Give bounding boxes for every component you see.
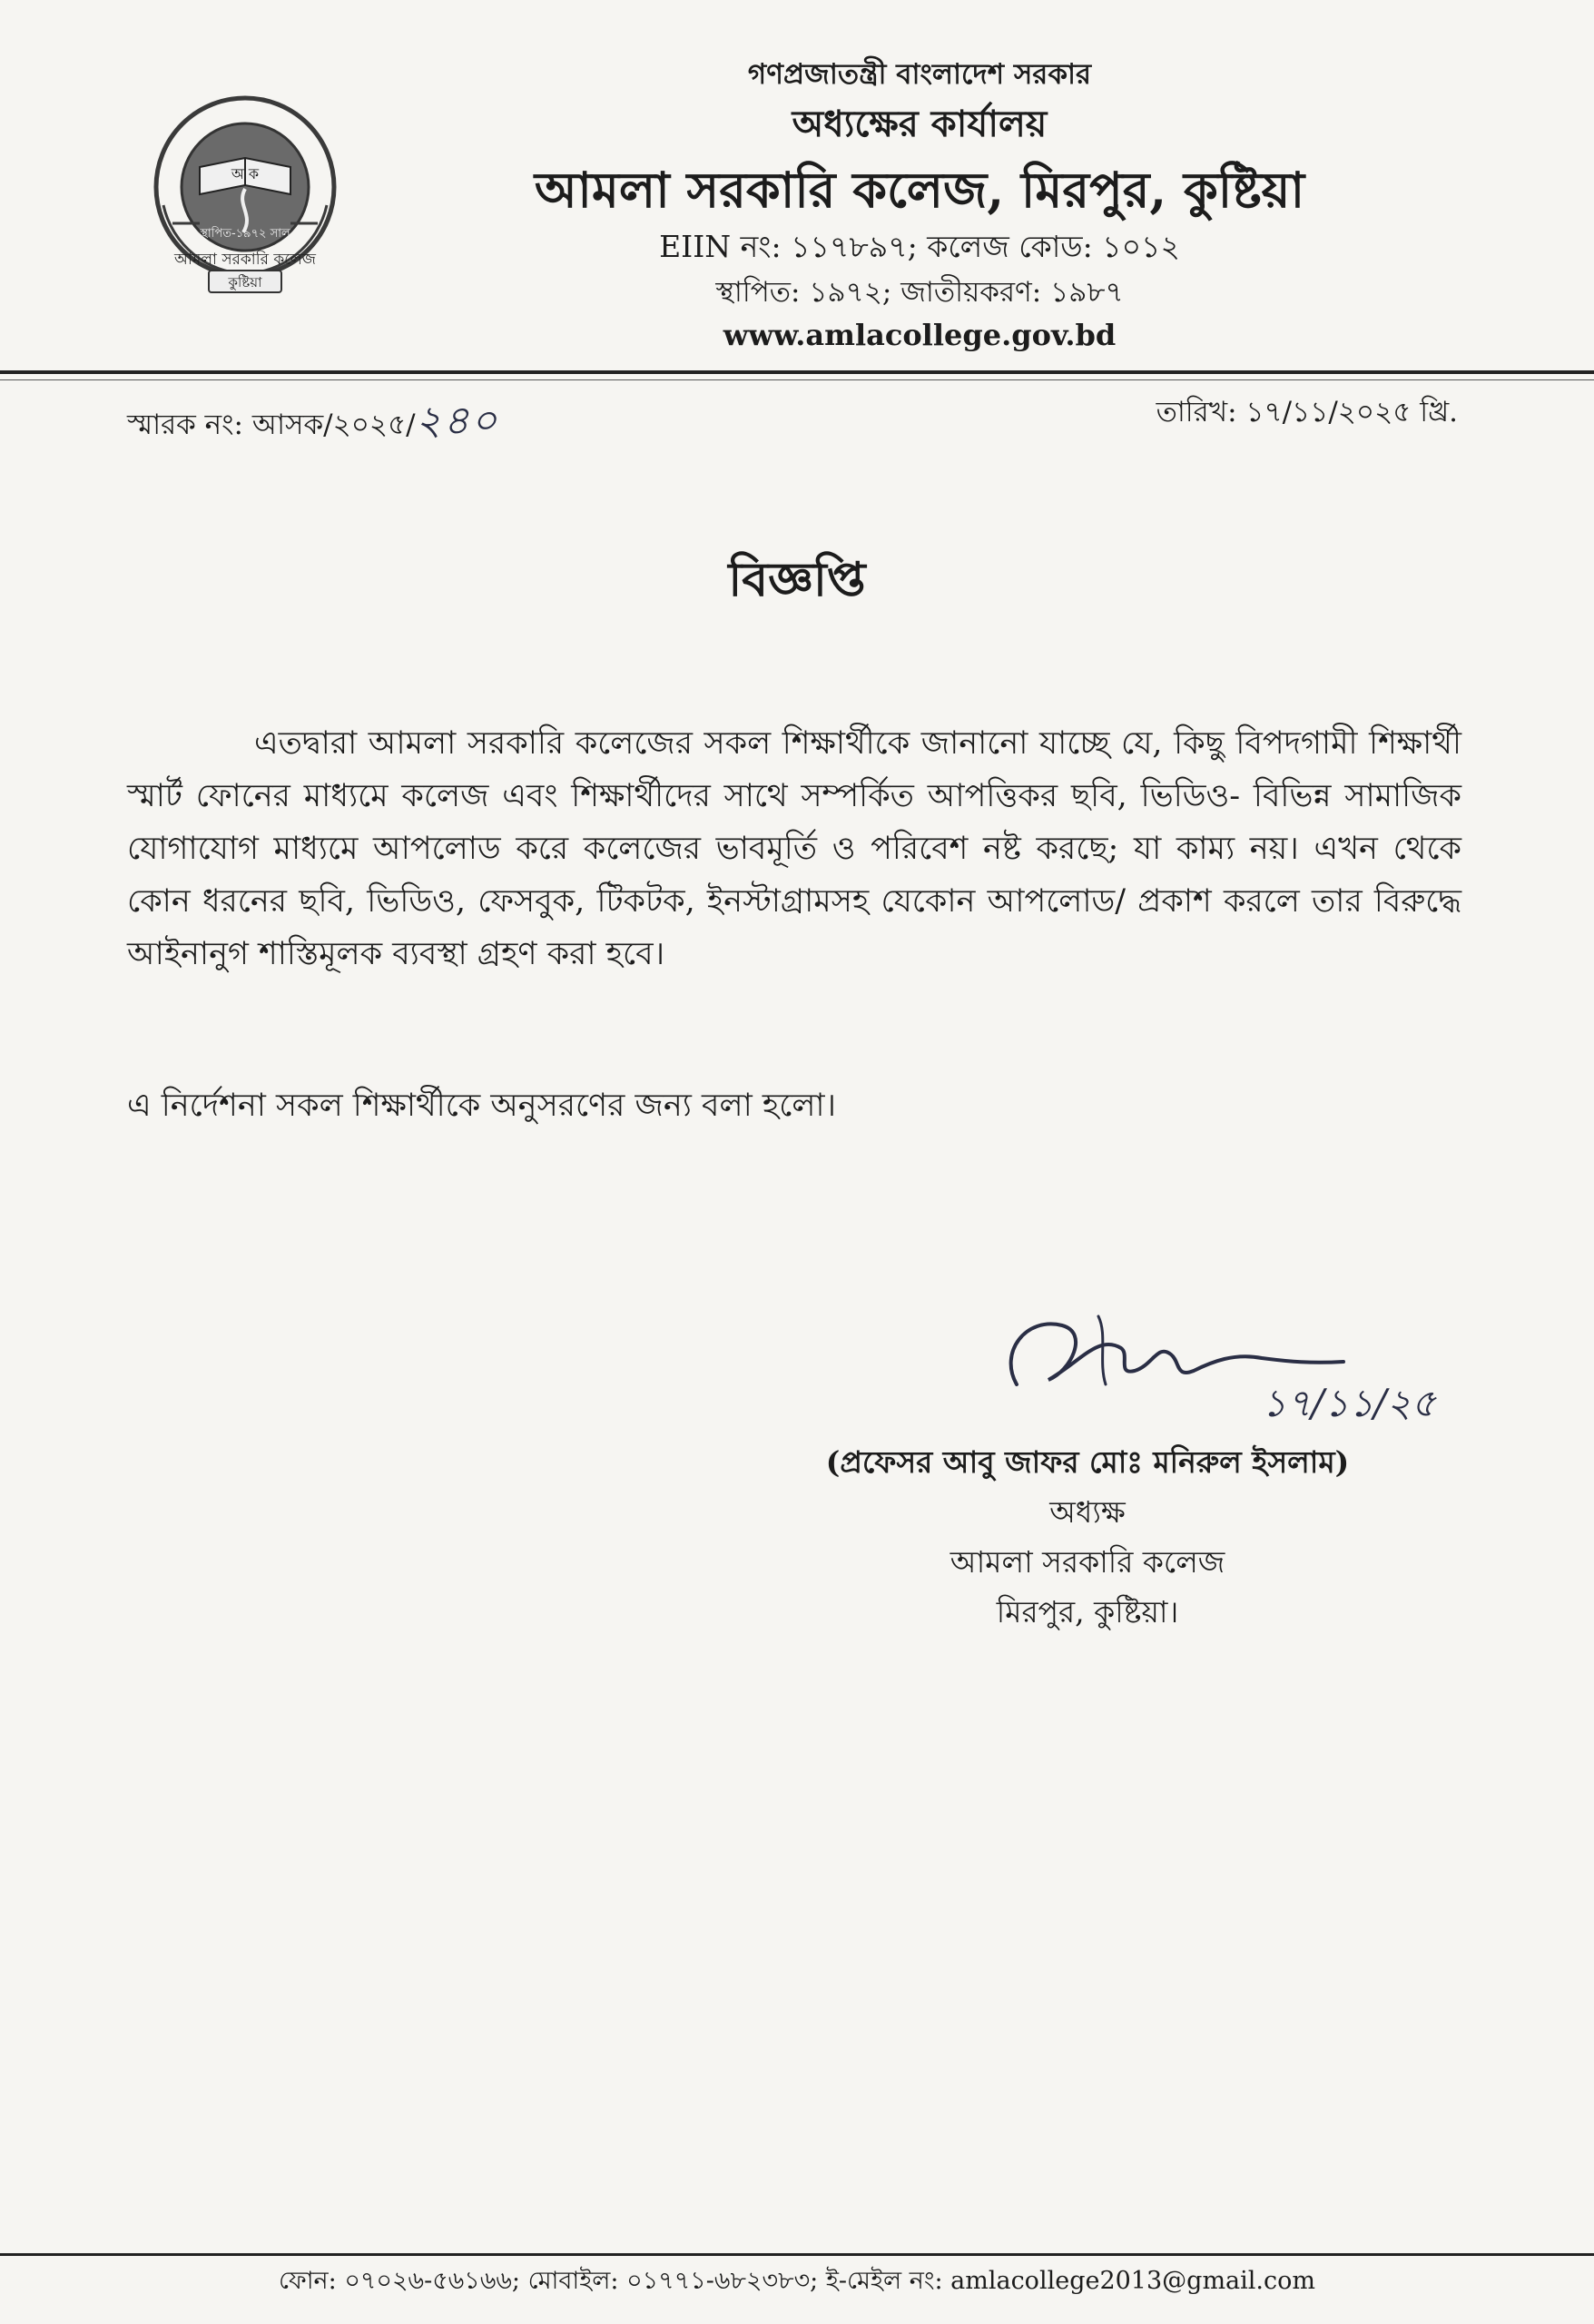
memo-label: স্মারক নং: আসক/২০২৫/ (127, 409, 416, 441)
letterhead-divider-thin (0, 379, 1594, 380)
footer-divider (0, 2253, 1594, 2256)
memo-handwritten-number: ২৪০ (415, 398, 499, 444)
logo-book-letters: অ ক (231, 165, 260, 182)
government-line: গণপ্রজাতন্ত্রী বাংলাদেশ সরকার (747, 58, 1092, 91)
notice-body-paragraph: এতদ্বারা আমলা সরকারি কলেজের সকল শিক্ষার্থীকে জানানো যাচ্ছে যে, কিছু বিপদগামী শিক্ষার্থী স্মার্ট ফোনের মাধ্যমে কলেজ এবং শিক্ষার্থীদের সাথে সম্পর্কিত আপত্তিকর ছবি, ভিডিও- বিভিন্ন সামাজিক যোগাযোগ মাধ্যমে আপলোড করে কলেজের ভাবমূর্তি ও পরিবেশ নষ্ট করছে; যা কাম্য নয়। এখন থেকে কোন ধরনের ছবি, ভিডিও, ফেসবুক, টিকটক, ইনস্টাগ্রামসহ যেকোন আপলোড/ প্রকাশ করলে তার বিরুদ্ধে আইনানুগ শাস্তিমূলক ব্যবস্থা গ্রহণ করা হবে। (127, 725, 1461, 972)
office-line: অধ্যক্ষের কার্যালয় (792, 103, 1048, 145)
signatory-title: অধ্যক্ষ (1049, 1494, 1126, 1530)
college-name: আমলা সরকারি কলেজ, মিরপুর, কুষ্টিয়া (534, 161, 1305, 219)
eiin-line: EIIN নং: ১১৭৮৯৭; কলেজ কোড: ১০১২ (659, 229, 1180, 264)
signature-date: ১৭/১১/২৫ (1262, 1381, 1436, 1425)
signatory-name: (প্রফেসর আবু জাফর মোঃ মনিরুল ইসলাম) (825, 1444, 1350, 1480)
signatory-place: মিরপুর, কুষ্টিয়া। (996, 1594, 1179, 1630)
notice-title: বিজ্ঞপ্তি (728, 552, 866, 607)
notice-instruction: এ নির্দেশনা সকল শিক্ষার্থীকে অনুসরণের জন্য বলা হলো। (127, 1088, 837, 1124)
principal-signature (962, 1298, 1471, 1434)
footer-contact: ফোন: ০৭০২৬-৫৬১৬৬; মোবাইল: ০১৭৭১-৬৮২৩৮৩; ই-মেইল নং: amlacollege2013@gmail.com (279, 2267, 1315, 2295)
logo-year-text: স্থাপিত-১৯৭২ সাল (200, 227, 290, 241)
logo-place-text: কুষ্টিয়া (228, 274, 262, 290)
signatory-college: আমলা সরকারি কলেজ (950, 1544, 1225, 1580)
memo-number (127, 390, 498, 457)
established-line: স্থাপিত: ১৯৭২; জাতীয়করণ: ১৯৮৭ (715, 276, 1124, 309)
notice-date: তারিখ: ১৭/১১/২০২৫ খ্রি. (1156, 396, 1458, 428)
website-link[interactable]: www.amlacollege.gov.bd (723, 318, 1117, 352)
letterhead-divider (0, 370, 1594, 374)
logo-name-text: আমলা সরকারি কলেজ (174, 251, 316, 269)
